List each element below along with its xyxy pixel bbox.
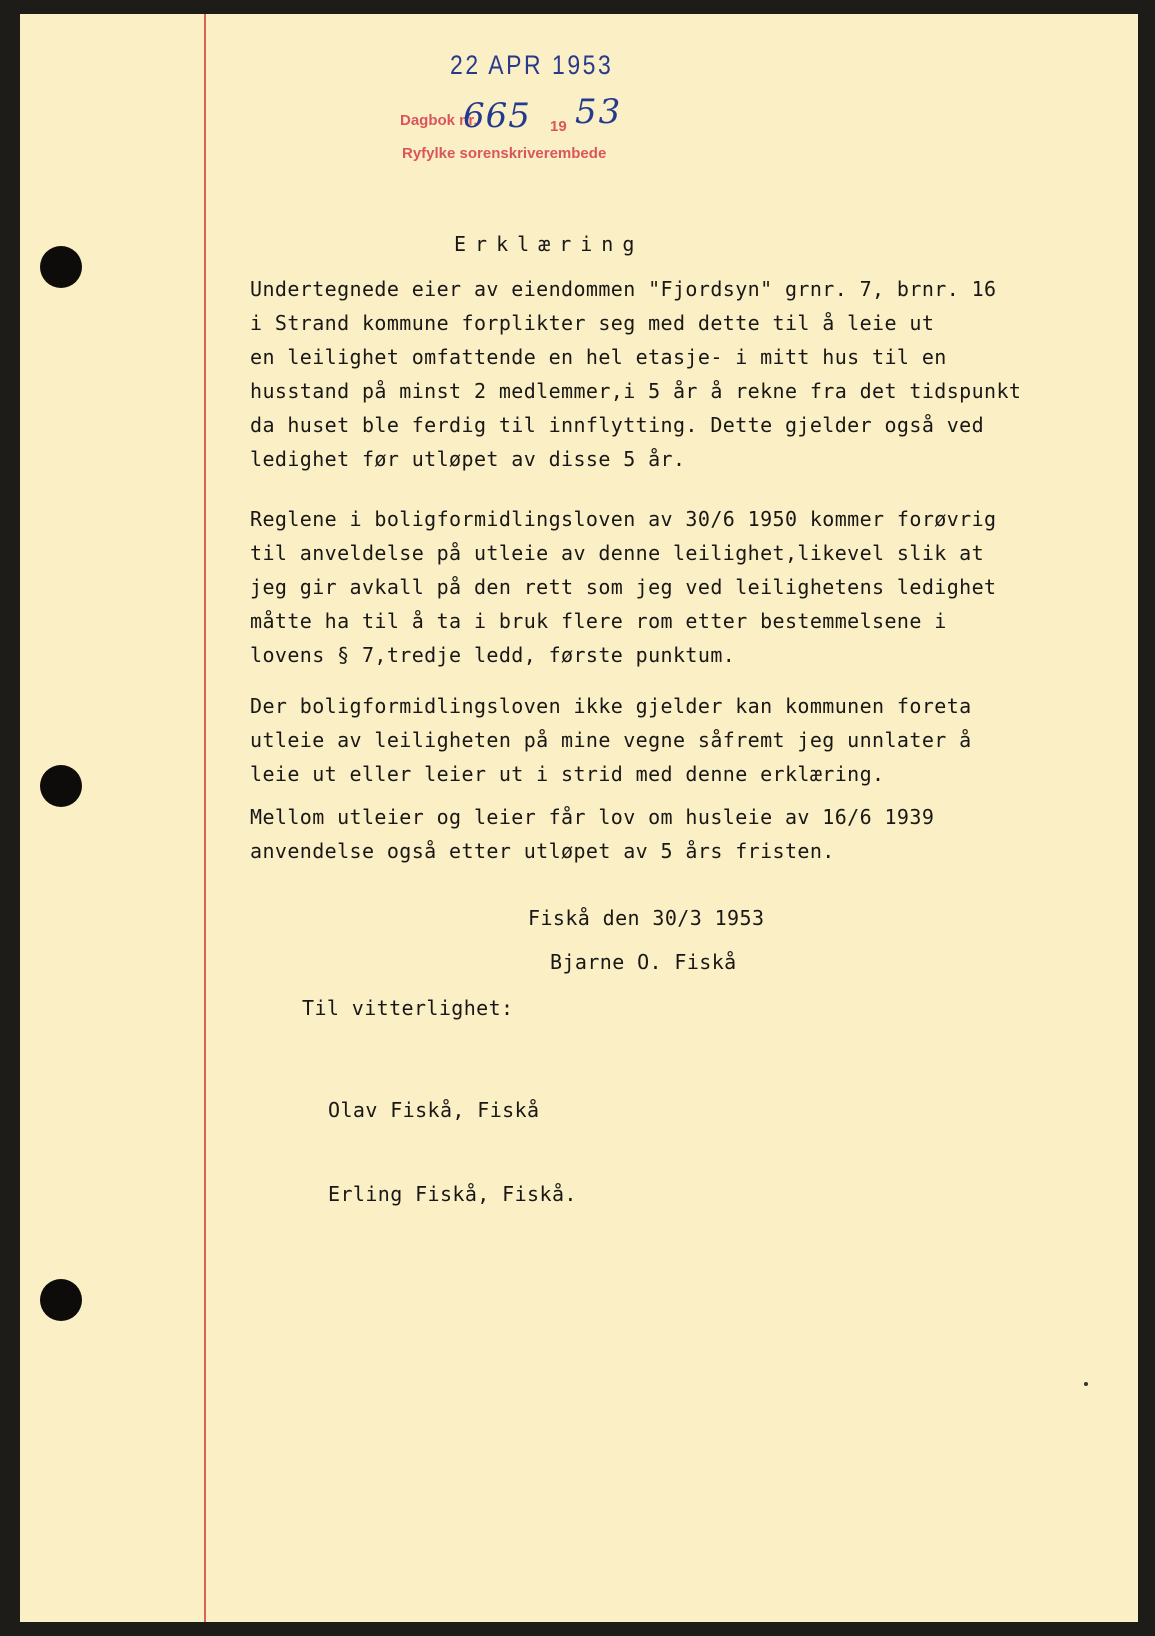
document-title: Erklæring	[454, 232, 644, 256]
witness-heading: Til vitterlighet:	[302, 996, 514, 1020]
date-stamp: 22 APR 1953	[450, 50, 614, 80]
signer-name: Bjarne O. Fiskå	[550, 950, 737, 974]
witness-list	[328, 1040, 577, 1264]
paragraph-1: Undertegnede eier av eiendommen "Fjordsyn" grnr. 7, brnr. 16 i Strand kommune forplikter seg med dette til å leie ut en leilighet omfattende en hel etasje- i mitt hus til en husstand på minst 2 medlemmer,i 5 år å rekne fra det tidspunkt da huset ble ferdig til innflytting. Dette gjelder også ved ledighet før utløpet av disse 5 år.	[250, 277, 1022, 471]
paragraph-4: Mellom utleier og leier får lov om husleie av 16/6 1939 anvendelse også etter utløpet av 5 års fristen.	[250, 805, 935, 863]
register-year-prefix: 19	[550, 118, 567, 135]
register-year: 53	[575, 92, 623, 132]
margin-line	[204, 14, 206, 1622]
office-stamp: Ryfylke sorenskriverembede	[402, 145, 607, 162]
punch-hole-middle	[40, 765, 82, 807]
paragraph-2: Reglene i boligformidlingsloven av 30/6 1950 kommer forøvrig til anveldelse på utleie av denne leilighet,likevel slik at jeg gir avkall på den rett som jeg ved leilighetens ledighet måtte ha til å ta i bruk flere rom etter bestemmelsene i lovens § 7,tredje ledd, første punktum.	[250, 507, 997, 667]
punch-hole-top	[40, 246, 82, 288]
ink-dot	[1084, 1382, 1088, 1386]
place-date: Fiskå den 30/3 1953	[528, 906, 765, 930]
document-page	[20, 14, 1138, 1622]
witness-2: Erling Fiskå, Fiskå.	[328, 1182, 577, 1206]
register-stamp-label: Dagbok nr.	[400, 112, 478, 129]
register-number: 665	[463, 96, 531, 136]
witness-1: Olav Fiskå, Fiskå	[328, 1098, 540, 1122]
paragraph-3: Der boligformidlingsloven ikke gjelder kan kommunen foreta utleie av leiligheten på mine vegne såfremt jeg unnlater å leie ut eller leier ut i strid med denne erklæring.	[250, 694, 972, 786]
punch-hole-bottom	[40, 1279, 82, 1321]
